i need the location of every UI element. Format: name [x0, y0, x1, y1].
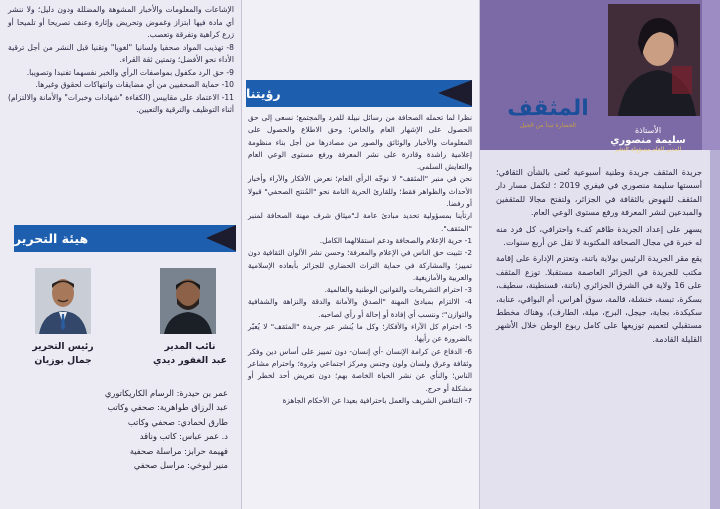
- founder-label: الأستاذة: [634, 126, 662, 135]
- staff-item: فهيمة حرابز: مراسلة صحفية: [129, 445, 228, 456]
- charter-item-8: 8- تهذيب المواد صحفيا ولسانيا "لغويا" وتقنيا قبل النشر من أجل ترقية الأداء نحو الأفضل؛ وتمتين ثقة القراء.: [8, 42, 234, 64]
- left-top-paragraph: الإشاعات والمعلومات والأخبار المشوهة والمضللة ودون دليل؛ ولا ننشر أي مادة فيها ابتزاز وغموض وتحريض وإثارة وعنف تصريحا أو تلميحا أو زرع كراهية وتفرقة وتعصب.: [8, 5, 234, 39]
- principle-item: 5- احترام كل الآراء والأفكار؛ وكل ما يُنشر عبر جريدة "المثقف" لا يُعبّر بالضرورة عن رأيها.: [248, 322, 472, 344]
- vision-header: [246, 80, 472, 107]
- principle-item: 6- الدفاع عن كرامة الإنسان -أي إنسان- دون تمييز على أساس دين وفكر وثقافة وعرق ولسان ولون وجنس ومركز اجتماعي وثروة؛ واحترام مشاعر الناس؛ والنأي عن نشر الحياة الخاصة بهم؛ دون تعريض أحد لخطر أو مشكلة أو حرج.: [248, 346, 472, 393]
- deputy-director-name: عبد الغفور ديدي: [153, 354, 227, 366]
- brand-tagline: الحضارة تبدأ من الجيل: [520, 122, 576, 129]
- deputy-director-title: نائب المدير: [164, 341, 216, 352]
- staff-item: عبد الرزاق طواهرية: صحفي وكاتب: [107, 402, 228, 413]
- vision-intro-1: نظرا لما تحمله الصحافة من رسائل نبيلة للفرد والمجتمع؛ نسعى إلى حق الحصول على الإشهار العام والخاص؛ وحق الاطلاع والحصول على المعلومات والأخبار والوثائق والصور من مصادرها من أجل بناء منظومة إعلامية راشدة وقادرة على نشر المعرفة ورفع مستوى الوعي العام والتعايش السلمي.: [248, 113, 472, 172]
- brand-logo: [500, 96, 596, 129]
- staff-item: منير لبوخي: مراسل صحفي: [133, 460, 228, 471]
- brand-name: المثقف: [507, 96, 589, 121]
- editor-in-chief-caption: [22, 340, 104, 367]
- charter-item-11: 11- الاعتماد على مقاييس (الكفاءة "شهادات وخبرات" والأمانة والالتزام) أثناء التوظيف والترقية والتعيين.: [8, 92, 234, 114]
- about-paragraph-3: يقع مقر الجريدة الرئيس بولاية باتنة، وتعتزم الإدارة على إقامة مكتب للجريدة في الجزائر العاصمة مستقبلا. توزع المثقف على 16 ولاية في الشرق الجزائري (باتنة، قسنطينة، سطيف، بسكرة، تبسة، خنشلة، قالمة، سوق أهراس، أم البواقي، عنابة، سكيكدة، بجاية، جيجل، البرج، ميلة، الطارف)، وهناك مخطط مستقبلي لتعميم توزيعها على كامل ربوع الوطن خلال الأشهر القليلة القادمة.: [496, 253, 703, 344]
- about-paragraph-1: جريدة المثقف جريدة وطنية أسبوعية تُعنى بالشأن الثقافي؛ أسستها سليمة منصوري في فيفري 2019 ؛ لتكمل مسار دار المثقف للنهوض بالثقافة في الجزائر، ولتفتح مجالا للمثقفين والمبدعين لنشر المعرفة ورفع مستوى الوعي العام.: [496, 167, 702, 218]
- middle-panel: [242, 0, 480, 509]
- staff-item: طارق لحمادي: صحفي وكاتب: [127, 416, 228, 427]
- vision-intro-2: نحن في منبر "المثقف" لا نوجّه الرأي العام؛ نعرض الأفكار والآراء وأخبار الأحداث والظواهر فقط؛ وللقارئ الحرية التامة نحو "المُنتج الصحفي" قبولا أو رفضا.: [248, 174, 472, 209]
- principle-item: 3- احترام التشريعات والقوانين الوطنية والعالمية.: [324, 285, 472, 295]
- staff-list: [60, 386, 228, 472]
- founder-name: سليمة منصوري: [610, 135, 686, 146]
- deputy-director-photo: [160, 268, 216, 334]
- header-arrow-icon: [438, 80, 472, 106]
- right-panel: [480, 0, 720, 509]
- principle-item: 4- الالتزام بمبادئ المهنة "الصدق والأمانة والدقة والنزاهة والشفافية والتوازن"؛ وننسب أي إفادة أو إحالة أو رأي لصاحبه.: [248, 297, 472, 319]
- editor-in-chief-title: رئيس التحرير: [32, 341, 94, 352]
- founder-photo: [608, 4, 700, 116]
- deputy-director-caption: [150, 340, 230, 367]
- vision-intro-3: ارتأينا بمسؤولية تحديد مبادئ عامة لـ"ميثاق شرف مهنة الصحافة لمنبر "المثقف".: [248, 211, 472, 233]
- vision-text-block: [248, 112, 472, 407]
- editorial-board-title: هيئة التحرير: [14, 231, 89, 246]
- editorial-board-header: [14, 225, 236, 252]
- founder-role: المدير العام مسؤولة النشر: [614, 146, 682, 153]
- left-text-block: [8, 4, 234, 117]
- header-arrow-icon: [206, 225, 236, 251]
- editor-in-chief-photo: [35, 268, 91, 334]
- left-panel: [0, 0, 242, 509]
- principle-item: 2- تثبيت حق الناس في الإعلام والمعرفة؛ وحسن نشر الألوان الثقافية دون تمييز؛ والمشاركة في حماية التراث الحضاري للجزائر بأبعاده الإسلامية والعربية والأمازيغية.: [248, 248, 472, 282]
- principle-item: 1- حرية الإعلام والصحافة ودعم استقلالهما الكامل.: [319, 235, 472, 245]
- principle-item: 7- التنافس الشريف والعمل باحترافية بعيدا عن الأحكام الجاهزة: [282, 395, 472, 405]
- editor-in-chief-name: جمال بوزيان: [34, 354, 92, 366]
- about-paragraph-2: يسهر على إعداد الجريدة طاقم كفء واحترافي، كل فرد منه له خبرة في مجال الصحافة المكتوبة لا تقل عن أربع سنوات.: [496, 223, 702, 248]
- staff-item: د. عمر عباس: كاتب وناقد: [139, 431, 228, 442]
- side-band: [710, 150, 720, 509]
- charter-item-10: 10- حماية الصحفيين من أي مضايقات وانتهاكات لحقوق وغيرها.: [35, 80, 234, 89]
- staff-item: عمر بن حيدرة: الرسام الكاريكاتوري: [104, 388, 228, 398]
- founder-caption: [602, 126, 694, 153]
- vision-title: رؤيتنا: [246, 86, 281, 101]
- charter-item-9: 9- حق الرد مكفول بمواصفات الرأي والخبر نفسهما تفنيدا وتصويبا.: [26, 67, 234, 77]
- about-text-block: [496, 166, 702, 346]
- banner-band: [702, 0, 720, 150]
